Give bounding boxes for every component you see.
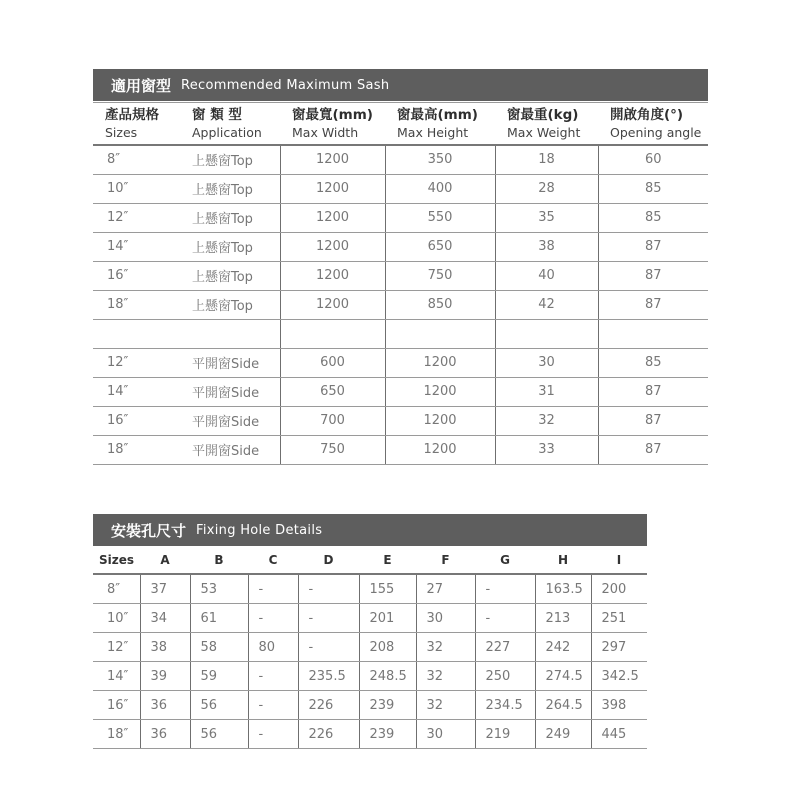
holes-cell: - bbox=[248, 662, 298, 691]
sash-header-zh: 窗最寬(mm) bbox=[292, 107, 373, 123]
sash-section-banner bbox=[93, 69, 708, 101]
holes-cell: 239 bbox=[359, 720, 416, 749]
holes-cell: - bbox=[248, 574, 298, 604]
holes-cell: 27 bbox=[416, 574, 475, 604]
sash-cell: 60 bbox=[598, 145, 708, 175]
table-row bbox=[93, 261, 708, 290]
sash-cell: 850 bbox=[385, 290, 495, 319]
holes-cell: 14″ bbox=[93, 662, 140, 691]
holes-cell: - bbox=[475, 604, 535, 633]
holes-cell: 36 bbox=[140, 691, 190, 720]
holes-cell: 227 bbox=[475, 633, 535, 662]
holes-cell: 30 bbox=[416, 720, 475, 749]
holes-cell: 248.5 bbox=[359, 662, 416, 691]
sash-header-en: Max Weight bbox=[507, 125, 581, 140]
table-row bbox=[93, 203, 708, 232]
table-row bbox=[93, 319, 708, 348]
sash-cell: 1200 bbox=[385, 406, 495, 435]
sash-cell: 32 bbox=[495, 406, 598, 435]
holes-header-cell: D bbox=[298, 546, 359, 574]
table-row bbox=[93, 290, 708, 319]
holes-header-cell: F bbox=[416, 546, 475, 574]
sash-title-zh: 適用窗型 bbox=[111, 76, 172, 95]
table-row bbox=[93, 691, 647, 720]
sash-cell: 16″ bbox=[93, 261, 180, 290]
sash-cell: 18″ bbox=[93, 435, 180, 464]
sash-cell: 33 bbox=[495, 435, 598, 464]
sash-cell: 30 bbox=[495, 348, 598, 377]
sash-cell: 87 bbox=[598, 261, 708, 290]
holes-cell: 8″ bbox=[93, 574, 140, 604]
holes-cell: 155 bbox=[359, 574, 416, 604]
sash-cell: 14″ bbox=[93, 232, 180, 261]
holes-cell: 274.5 bbox=[535, 662, 591, 691]
sash-header-cell bbox=[385, 103, 495, 145]
sash-cell: 平開窗Side bbox=[180, 348, 280, 377]
sash-header-cell bbox=[598, 103, 708, 145]
holes-cell: 250 bbox=[475, 662, 535, 691]
holes-cell: 251 bbox=[591, 604, 647, 633]
holes-cell: 226 bbox=[298, 720, 359, 749]
holes-cell: 445 bbox=[591, 720, 647, 749]
sash-header-cell bbox=[495, 103, 598, 145]
table-row bbox=[93, 633, 647, 662]
holes-title-zh: 安裝孔尺寸 bbox=[111, 521, 187, 540]
holes-cell: 61 bbox=[190, 604, 248, 633]
sash-table-header bbox=[93, 103, 708, 145]
holes-cell: 32 bbox=[416, 691, 475, 720]
sash-cell: 14″ bbox=[93, 377, 180, 406]
sash-cell: 85 bbox=[598, 203, 708, 232]
holes-cell: 37 bbox=[140, 574, 190, 604]
sash-cell: 平開窗Side bbox=[180, 406, 280, 435]
holes-table bbox=[93, 546, 647, 749]
sash-cell: 87 bbox=[598, 232, 708, 261]
holes-cell: 58 bbox=[190, 633, 248, 662]
sash-cell: 85 bbox=[598, 348, 708, 377]
holes-cell: 30 bbox=[416, 604, 475, 633]
sash-cell: 18 bbox=[495, 145, 598, 175]
holes-cell: 39 bbox=[140, 662, 190, 691]
holes-cell: - bbox=[298, 633, 359, 662]
sash-cell: 87 bbox=[598, 435, 708, 464]
holes-cell: 163.5 bbox=[535, 574, 591, 604]
holes-cell: 36 bbox=[140, 720, 190, 749]
sash-cell: 31 bbox=[495, 377, 598, 406]
sash-title-en: Recommended Maximum Sash bbox=[181, 77, 390, 93]
sash-cell: 8″ bbox=[93, 145, 180, 175]
table-row bbox=[93, 348, 708, 377]
sash-cell: 350 bbox=[385, 145, 495, 175]
holes-cell: 16″ bbox=[93, 691, 140, 720]
holes-cell: - bbox=[475, 574, 535, 604]
holes-cell: - bbox=[248, 691, 298, 720]
sash-header-zh: 產品規格 bbox=[105, 107, 159, 123]
table-row bbox=[93, 662, 647, 691]
holes-cell: 219 bbox=[475, 720, 535, 749]
sash-header-en: Max Width bbox=[292, 125, 359, 140]
holes-cell: 56 bbox=[190, 720, 248, 749]
holes-table-header bbox=[93, 546, 647, 574]
holes-cell: 38 bbox=[140, 633, 190, 662]
holes-cell: 18″ bbox=[93, 720, 140, 749]
holes-header-cell: H bbox=[535, 546, 591, 574]
sash-header-zh: 窗最重(kg) bbox=[507, 107, 579, 123]
holes-cell: 80 bbox=[248, 633, 298, 662]
sash-cell: 12″ bbox=[93, 203, 180, 232]
sash-cell: 750 bbox=[280, 435, 385, 464]
holes-cell: 12″ bbox=[93, 633, 140, 662]
sash-header-en: Application bbox=[192, 125, 262, 140]
holes-header-cell: A bbox=[140, 546, 190, 574]
sash-cell: 87 bbox=[598, 406, 708, 435]
holes-cell: 249 bbox=[535, 720, 591, 749]
table-row bbox=[93, 435, 708, 464]
holes-cell: 235.5 bbox=[298, 662, 359, 691]
holes-cell: 297 bbox=[591, 633, 647, 662]
sash-cell: 1200 bbox=[280, 145, 385, 175]
holes-section-banner bbox=[93, 514, 647, 546]
sash-header-cell bbox=[280, 103, 385, 145]
sash-cell: 1200 bbox=[280, 203, 385, 232]
sash-cell bbox=[180, 319, 280, 348]
holes-cell: - bbox=[248, 720, 298, 749]
holes-cell: 242 bbox=[535, 633, 591, 662]
sash-cell: 42 bbox=[495, 290, 598, 319]
holes-cell: 53 bbox=[190, 574, 248, 604]
holes-cell: 34 bbox=[140, 604, 190, 633]
holes-header-cell: I bbox=[591, 546, 647, 574]
sash-cell bbox=[280, 319, 385, 348]
sash-cell: 600 bbox=[280, 348, 385, 377]
sash-cell: 1200 bbox=[280, 290, 385, 319]
sash-header-en: Max Height bbox=[397, 125, 469, 140]
table-row bbox=[93, 145, 708, 175]
sash-cell: 上懸窗Top bbox=[180, 232, 280, 261]
sash-cell: 400 bbox=[385, 174, 495, 203]
sash-cell bbox=[598, 319, 708, 348]
sash-cell: 1200 bbox=[385, 435, 495, 464]
sash-cell: 38 bbox=[495, 232, 598, 261]
sash-cell: 550 bbox=[385, 203, 495, 232]
sash-cell: 750 bbox=[385, 261, 495, 290]
sash-header-zh: 開啟角度(°) bbox=[610, 107, 684, 123]
holes-header-cell: C bbox=[248, 546, 298, 574]
holes-cell: 56 bbox=[190, 691, 248, 720]
sash-cell: 上懸窗Top bbox=[180, 145, 280, 175]
sash-cell: 1200 bbox=[280, 261, 385, 290]
sash-header-zh: 窗 類 型 bbox=[192, 107, 242, 123]
sash-header-cell bbox=[180, 103, 280, 145]
sash-cell: 上懸窗Top bbox=[180, 174, 280, 203]
sash-cell: 12″ bbox=[93, 348, 180, 377]
sash-cell: 87 bbox=[598, 377, 708, 406]
sash-cell: 18″ bbox=[93, 290, 180, 319]
table-row bbox=[93, 232, 708, 261]
sash-cell: 1200 bbox=[280, 232, 385, 261]
sash-cell: 87 bbox=[598, 290, 708, 319]
sash-cell: 上懸窗Top bbox=[180, 203, 280, 232]
holes-cell: 208 bbox=[359, 633, 416, 662]
sash-cell: 85 bbox=[598, 174, 708, 203]
holes-title-en: Fixing Hole Details bbox=[196, 522, 323, 538]
sash-cell: 10″ bbox=[93, 174, 180, 203]
holes-cell: 239 bbox=[359, 691, 416, 720]
table-row bbox=[93, 406, 708, 435]
holes-cell: 32 bbox=[416, 633, 475, 662]
sash-cell bbox=[495, 319, 598, 348]
sash-header-en: Opening angle bbox=[610, 125, 702, 140]
holes-header-cell: Sizes bbox=[93, 546, 140, 574]
table-row bbox=[93, 720, 647, 749]
table-row bbox=[93, 174, 708, 203]
holes-header-cell: B bbox=[190, 546, 248, 574]
sash-cell: 平開窗Side bbox=[180, 377, 280, 406]
holes-cell: - bbox=[248, 604, 298, 633]
sash-table-body bbox=[93, 145, 708, 465]
sash-cell: 650 bbox=[280, 377, 385, 406]
sash-cell: 16″ bbox=[93, 406, 180, 435]
sash-cell: 700 bbox=[280, 406, 385, 435]
sash-header-en: Sizes bbox=[105, 125, 138, 140]
table-row bbox=[93, 574, 647, 604]
sash-cell: 1200 bbox=[385, 377, 495, 406]
holes-cell: 264.5 bbox=[535, 691, 591, 720]
holes-table-body bbox=[93, 574, 647, 749]
holes-cell: 342.5 bbox=[591, 662, 647, 691]
sash-cell: 上懸窗Top bbox=[180, 261, 280, 290]
holes-cell: 32 bbox=[416, 662, 475, 691]
sash-cell: 上懸窗Top bbox=[180, 290, 280, 319]
holes-cell: 200 bbox=[591, 574, 647, 604]
table-row bbox=[93, 604, 647, 633]
sash-cell: 1200 bbox=[385, 348, 495, 377]
table-row bbox=[93, 377, 708, 406]
sash-cell: 平開窗Side bbox=[180, 435, 280, 464]
holes-cell: 398 bbox=[591, 691, 647, 720]
holes-cell: 213 bbox=[535, 604, 591, 633]
sash-cell bbox=[93, 319, 180, 348]
sash-cell: 35 bbox=[495, 203, 598, 232]
sash-cell: 650 bbox=[385, 232, 495, 261]
sash-header-cell bbox=[93, 103, 180, 145]
holes-header-cell: G bbox=[475, 546, 535, 574]
holes-cell: 10″ bbox=[93, 604, 140, 633]
sash-cell: 1200 bbox=[280, 174, 385, 203]
holes-cell: 201 bbox=[359, 604, 416, 633]
sash-cell: 28 bbox=[495, 174, 598, 203]
sash-table bbox=[93, 102, 708, 465]
holes-header-cell: E bbox=[359, 546, 416, 574]
sash-cell: 40 bbox=[495, 261, 598, 290]
holes-cell: 234.5 bbox=[475, 691, 535, 720]
sash-header-zh: 窗最高(mm) bbox=[397, 107, 478, 123]
holes-cell: 226 bbox=[298, 691, 359, 720]
sash-cell bbox=[385, 319, 495, 348]
holes-cell: - bbox=[298, 574, 359, 604]
holes-cell: 59 bbox=[190, 662, 248, 691]
holes-cell: - bbox=[298, 604, 359, 633]
